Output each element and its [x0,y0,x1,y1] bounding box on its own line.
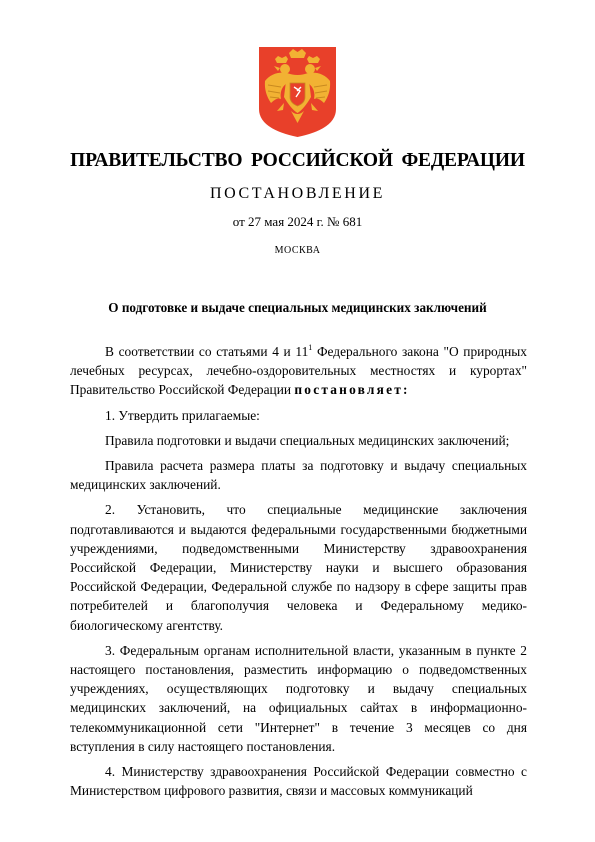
paragraph-rules-preparation: Правила подготовки и выдачи специальных медицинских заключений; [105,432,510,448]
paragraph-item-1: 1. Утвердить прилагаемые: [105,407,260,423]
preamble-paragraph [70,342,527,406]
paragraph-item-2: 2. Установить, что специальные медицинские заключения подготавливаются и выдаются федеральными государственными бюджетными учреждениями, подведомственными Министерству здравоохранения Российской Федерации, Министерству науки и высшего образования Российской Федерации, Федеральной службе по надзору в сфере защиты прав потребителей и благополучия человека и Федеральному медико-биологическому агентству. [70,502,527,633]
government-title: ПРАВИТЕЛЬСТВО РОССИЙСКОЙ ФЕДЕРАЦИИ [70,150,525,171]
decree-word: постановляет: [294,382,410,398]
paragraph-item-4: 4. Министерству здравоохранения Российской Федерации совместно с Министерством цифрового развития, связи и массовых коммуникаций [70,764,527,799]
document-type: ПОСТАНОВЛЕНИЕ [210,185,385,202]
document-body [70,342,527,806]
document-date: от 27 мая 2024 г. № 681 [232,214,363,229]
preamble-superscript: 1 [308,343,313,352]
document-subject: О подготовке и выдаче специальных медицинских заключений [108,300,487,315]
preamble-start: В соответствии со статьями 4 и 11 [105,344,309,359]
paragraph-rules-fee: Правила расчета размера платы за подготовку и выдачу специальных медицинских заключений. [70,458,527,493]
preamble-middle: Федерального закона "О природных лечебных ресурсах, лечебно-оздоровительных местностях и курортах" Правительство Российской Федерации [70,344,527,398]
russian-coat-of-arms-icon [259,47,336,137]
paragraph-item-3: 3. Федеральным органам исполнительной власти, указанным в пункте 2 настоящего постановления, разместить информацию о подведомственных учреждениях, осуществляющих подготовку и выдачу специальных медицинских заключений, на официальных сайтах в информационно-телекоммуникационной сети "Интернет" в течение 3 месяцев со дня вступления в силу настоящего постановления. [70,642,527,754]
document-city: МОСКВА [274,245,321,256]
